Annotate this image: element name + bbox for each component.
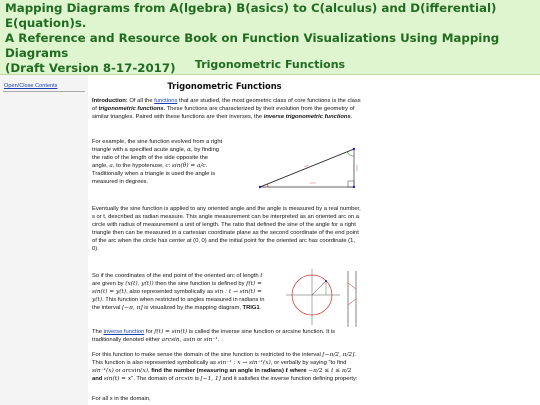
coord-text: . This function when restricted to angles measured in radians in the interval (92, 297, 265, 311)
t-range-condition: −π/2 ≤ t ≤ π/2 (308, 368, 352, 374)
domain-text: , (147, 368, 152, 374)
domain-text: For this function to make sense the domain of the sine function is restricted to the interval (92, 352, 323, 358)
t-symbol: t (260, 273, 263, 279)
sin-inverse-symbol: sin⁻¹ (203, 337, 218, 343)
functions-link[interactable]: functions (154, 98, 178, 104)
alpha-symbol: α (187, 147, 191, 153)
last-line: For all x in the domain, (92, 396, 151, 402)
find-number-bold: find the number (measuring an angle in radians) (151, 368, 286, 374)
intro-text: These functions are characterized by their evolution from the geometry of similar triangles. Paired with these functions are their inverses, the (92, 106, 355, 120)
inverse-trig-emphasis: inverse trigonometric functions (263, 114, 351, 120)
intro-text: . (350, 114, 353, 120)
domain-text: , or verbally by saying "to find (270, 360, 347, 366)
endpoint-coordinates: (x(t), y(t)) (125, 281, 154, 287)
inverse-paragraph (92, 328, 362, 344)
domain-text: is (193, 376, 201, 382)
domain-text: ". The domain of (131, 376, 175, 382)
and-bold: and (92, 376, 104, 382)
inverse-text: for (144, 329, 155, 335)
sine-definition: f(t) = sin(t) = y(t) (92, 281, 262, 295)
coord-text: So if the coordinates of the end point of the oriented arc of length (92, 273, 261, 279)
domain-interval: [−π, π] (121, 305, 143, 311)
header-banner (0, 0, 540, 75)
arcsin-x: arcsin(x) (122, 368, 148, 374)
example-text: , to the hypotenuse, (112, 163, 166, 169)
trig-functions-emphasis: trigonometric functions. (98, 106, 166, 112)
example-paragraph (92, 138, 224, 186)
side-c-symbol: c (165, 163, 169, 169)
inverse-text: or (195, 337, 204, 343)
book-title-line-1: Mapping Diagrams from A(lgebra) B(asics) to C(alculus) and D(ifferential) E(quation)s. (5, 1, 497, 30)
example-text: , by finding the ratio of the length of the side opposite the angle, (92, 147, 220, 169)
inverse-sine-mapping: sin⁻¹ : x → sin⁻¹(x) (217, 360, 271, 366)
arcsin-word: arcsin (175, 376, 194, 382)
main-content (92, 75, 540, 405)
trig1-label: TRIG1 (242, 305, 260, 311)
example-text: : (168, 163, 172, 169)
inverse-text: The (92, 329, 104, 335)
coord-text: , also represented symbolically as (126, 289, 215, 295)
open-close-contents-link[interactable]: Open/Close Contents (4, 83, 58, 89)
domain-paragraph (92, 351, 362, 383)
book-title-line-2: A Reference and Resource Book on Function Visualizations Using Mapping Diagrams (5, 31, 500, 60)
unit-circle-mapping-figure (282, 265, 362, 333)
coord-text: is visualized by the mapping diagram, (142, 305, 243, 311)
intro-lead: Introduction: (92, 98, 128, 104)
inverse-function-link[interactable]: inverse function (103, 329, 145, 335)
example-text: For example, the sine function evolved from a right triangle with a specified acute angle, (92, 139, 223, 153)
side-a-symbol: a (109, 163, 113, 169)
intro-text: Of all the (127, 98, 155, 104)
domain-text: . This function is also represented symbolically as (92, 352, 356, 366)
sine-equals-x-condition: sin(t) = x (103, 376, 132, 382)
domain-text: or (113, 368, 123, 374)
arcsin-domain: [−1, 1] (200, 376, 221, 382)
intro-paragraph (92, 97, 362, 121)
page-heading: Trigonometric Functions (167, 81, 282, 91)
radian-paragraph: Eventually the sine function is applied to any oriented angle and the angle is measured by a real number, s or t, described as radian measure. This angle measurement can be interpreted as an oriented arc on a circle with radius of measurement a unit of length. The ratio that defined the sine of the angle for a right triangle then can be measured in a cartesian coordinate plane as the second coordinate of the end point of the arc when the circle has center at (0, 0) and the initial point for the oriented arc has coordinate (1, 0). (92, 206, 361, 252)
t-symbol: t (285, 368, 289, 374)
sine-function-formula: f(t) = sin(t) (154, 329, 188, 335)
sin-inverse-x: sin⁻¹(x) (92, 368, 114, 374)
coord-text: . (259, 305, 262, 311)
sine-mapping: sin : t → sin(t) = y(t) (92, 289, 262, 303)
coordinate-paragraph (92, 272, 270, 312)
domain-text: and it satisfies the inverse function defining property: (220, 376, 358, 382)
example-text: . Traditionally when a triangle is used the angle is measured in degrees. (92, 163, 216, 185)
arcsin-names: arcsin, asin (161, 337, 196, 343)
sidebar (0, 75, 88, 405)
restricted-interval: [−π/2, π/2] (322, 352, 355, 358)
intro-text: that are studied, the most geometric class of core functions is the class of (92, 98, 361, 112)
book-title-line-3: (Draft Version 8-17-2017) (5, 61, 176, 75)
sidebar-divider (3, 91, 85, 92)
coord-text: then the sine function is defined by (153, 281, 247, 287)
inverse-text: . (217, 337, 220, 343)
coord-text: are given by (92, 281, 126, 287)
sine-ratio-formula: sin(θ) = a/c (171, 163, 206, 169)
inverse-text: is called the inverse sine function or arcsine function. It is traditionally denoted either (92, 329, 336, 343)
where-bold: where (288, 368, 309, 374)
right-triangle-figure (252, 143, 364, 195)
section-title: Trigonometric Functions (194, 58, 346, 71)
